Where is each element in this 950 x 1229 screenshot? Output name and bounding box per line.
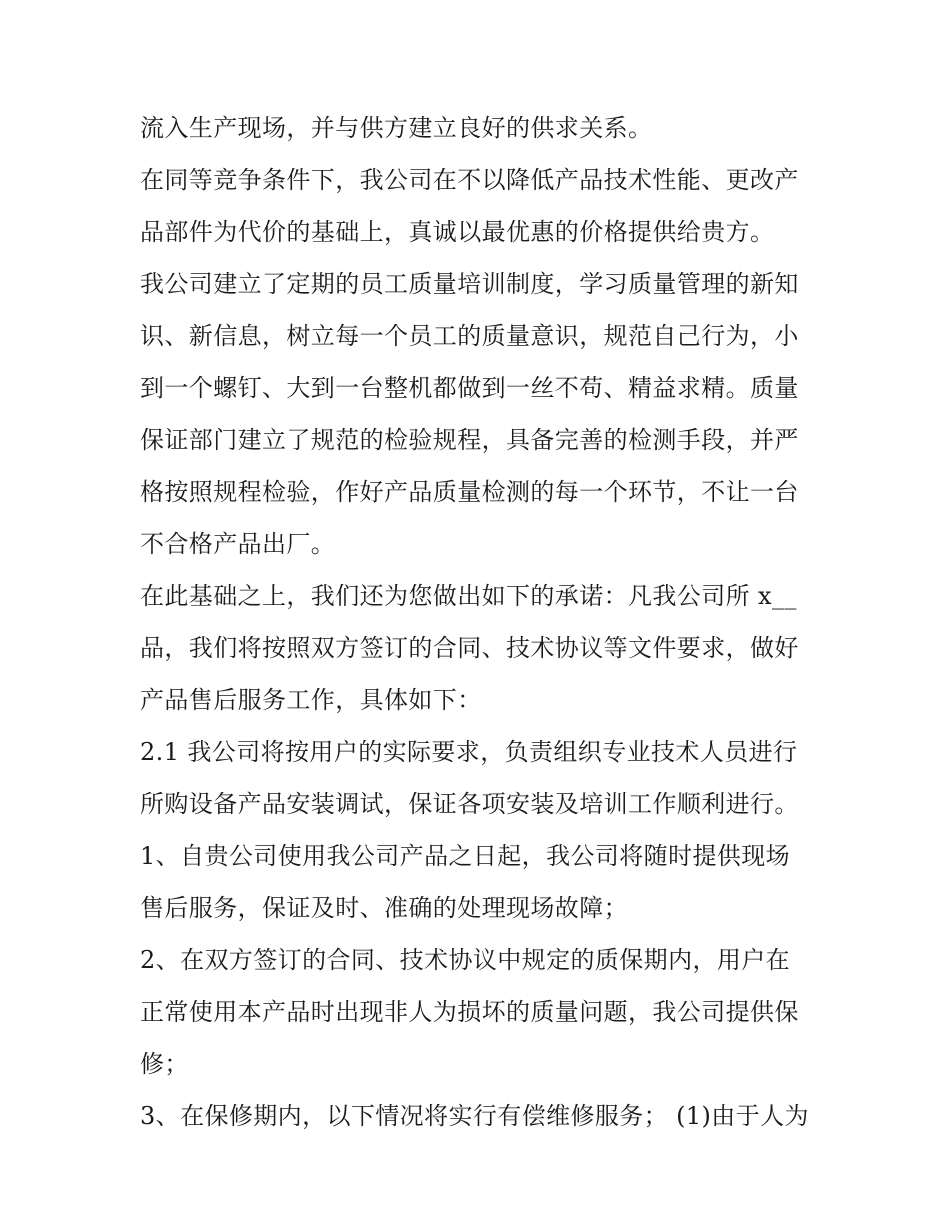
text-line-7: 保证部门建立了规范的检验规程，具备完善的检测手段，并严 <box>140 426 799 454</box>
text-line-13: 2.1 我公司将按用户的实际要求，负责组织专业技术人员进行 <box>140 738 798 766</box>
text-line-11: 品，我们将按照双方签订的合同、技术协议等文件要求，做好 <box>140 634 799 662</box>
text-line-8: 格按照规程检验，作好产品质量检测的每一个环节，不让一台 <box>140 478 799 506</box>
text-line-12: 产品售后服务工作，具体如下： <box>140 686 482 714</box>
text-line-1: 流入生产现场，并与供方建立良好的供求关系。 <box>140 114 653 142</box>
text-line-4: 我公司建立了定期的员工质量培训制度，学习质量管理的新知 <box>140 270 799 298</box>
text-line-20: 3、在保修期内，以下情况将实行有偿维修服务； (1)由于人为 <box>140 1102 809 1130</box>
text-line-15: 1、自贵公司使用我公司产品之日起，我公司将随时提供现场 <box>140 842 791 870</box>
text-line-16: 售后服务，保证及时、准确的处理现场故障； <box>140 894 628 922</box>
text-line-10: 在此基础之上，我们还为您做出如下的承诺：凡我公司所 x__ <box>140 582 797 610</box>
text-line-3: 品部件为代价的基础上，真诚以最优惠的价格提供给贵方。 <box>140 218 775 246</box>
text-line-5: 识、新信息，树立每一个员工的质量意识，规范自己行为，小 <box>140 322 799 350</box>
text-line-6: 到一个螺钉、大到一台整机都做到一丝不苟、精益求精。质量 <box>140 374 799 402</box>
text-line-17: 2、在双方签订的合同、技术协议中规定的质保期内，用户在 <box>140 946 791 974</box>
text-line-2: 在同等竞争条件下，我公司在不以降低产品技术性能、更改产 <box>140 166 799 194</box>
text-line-9: 不合格产品出厂。 <box>140 530 336 558</box>
text-line-18: 正常使用本产品时出现非人为损坏的质量问题，我公司提供保 <box>140 998 799 1026</box>
text-line-14: 所购设备产品安装调试，保证各项安装及培训工作顺利进行。 <box>140 790 799 818</box>
text-line-19: 修； <box>140 1050 189 1078</box>
